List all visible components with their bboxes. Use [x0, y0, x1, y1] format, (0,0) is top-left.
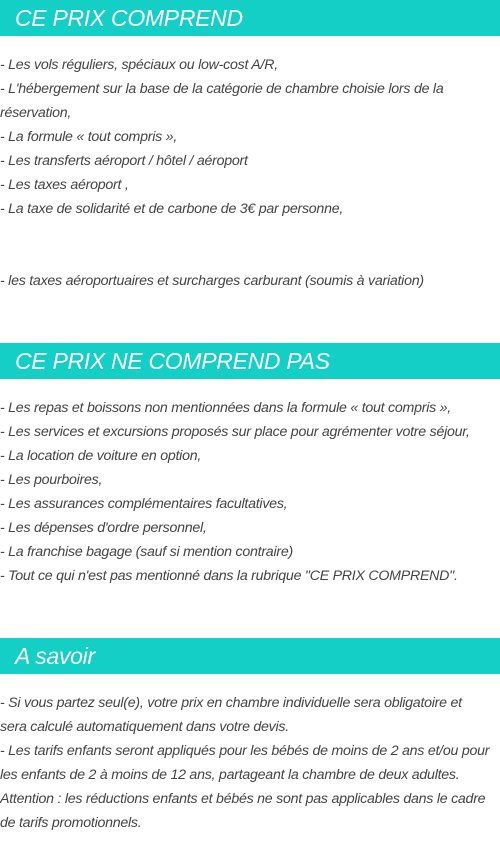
good-to-know-line: Attention : les réductions enfants et bébés ne sont pas applicables dans le cadre	[0, 791, 486, 807]
included-list	[0, 53, 500, 221]
section-header-not-included	[0, 343, 500, 379]
good-to-know-line: sera calculé automatiquement dans votre devis.	[0, 719, 289, 735]
not-included-line: - La franchise bagage (sauf si mention contraire)	[0, 544, 293, 560]
not-included-line: - Les services et excursions proposés sur place pour agrémenter votre séjour,	[0, 424, 470, 440]
section-title-good-to-know: A savoir	[15, 642, 95, 669]
section-header-good-to-know	[0, 638, 500, 674]
included-extra-line: - les taxes aéroportuaires et surcharges carburant (soumis à variation)	[0, 273, 424, 289]
included-line: - Les vols réguliers, spéciaux ou low-cost A/R,	[0, 57, 278, 73]
good-to-know-line: de tarifs promotionnels.	[0, 815, 142, 831]
not-included-line: - Tout ce qui n'est pas mentionné dans la rubrique "CE PRIX COMPREND".	[0, 568, 458, 584]
good-to-know-line: - Les tarifs enfants seront appliqués pour les bébés de moins de 2 ans et/ou pour	[0, 743, 490, 759]
included-line: - La formule « tout compris »,	[0, 129, 178, 145]
included-line: réservation,	[0, 105, 72, 121]
not-included-list	[0, 396, 500, 588]
included-line: - Les transferts aéroport / hôtel / aéroport	[0, 153, 248, 169]
good-to-know-list	[0, 691, 500, 835]
not-included-line: - Les dépenses d'ordre personnel,	[0, 520, 207, 536]
included-line: - Les taxes aéroport ,	[0, 177, 129, 193]
included-extra-list	[0, 269, 500, 293]
good-to-know-line: - Si vous partez seul(e), votre prix en chambre individuelle sera obligatoire et	[0, 695, 462, 711]
not-included-line: - Les assurances complémentaires facultatives,	[0, 496, 288, 512]
not-included-line: - Les repas et boissons non mentionnées dans la formule « tout compris »,	[0, 400, 451, 416]
included-line: - La taxe de solidarité et de carbone de 3€ par personne,	[0, 201, 344, 217]
section-header-included	[0, 0, 500, 36]
not-included-line: - La location de voiture en option,	[0, 448, 202, 464]
section-title-included: CE PRIX COMPREND	[15, 4, 243, 31]
not-included-line: - Les pourboires,	[0, 472, 103, 488]
section-title-not-included: CE PRIX NE COMPREND PAS	[15, 347, 330, 374]
good-to-know-line: les enfants de 2 à moins de 12 ans, partageant la chambre de deux adultes.	[0, 767, 460, 783]
included-line: - L'hébergement sur la base de la catégorie de chambre choisie lors de la	[0, 81, 444, 97]
